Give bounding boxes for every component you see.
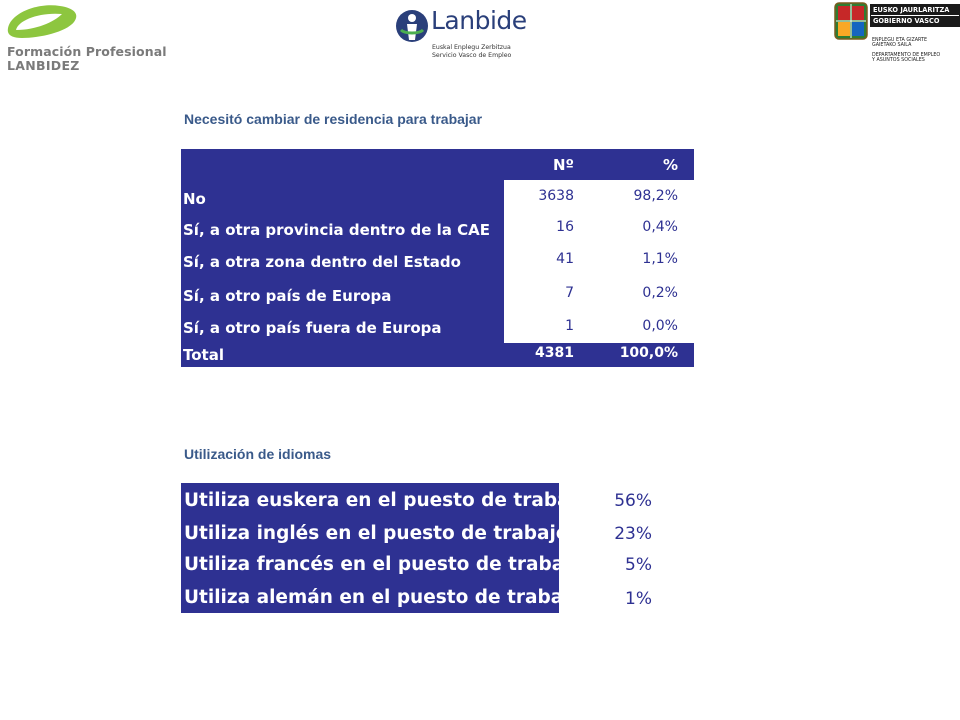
- row-label: Sí, a otro país fuera de Europa: [183, 319, 442, 337]
- gobierno-vasco-logo: [832, 2, 960, 68]
- lanbide-subtitle-eu: Euskal Enplegu Zerbitzua: [432, 44, 511, 51]
- formacion-profesional-logo: [4, 2, 180, 72]
- formacion-line1: Formación Profesional: [7, 44, 167, 59]
- language-row-pct: 56%: [614, 491, 652, 511]
- row-label: No: [183, 190, 206, 208]
- language-row-pct: 5%: [625, 555, 652, 575]
- row-num: 1: [565, 318, 574, 334]
- language-row-label: Utiliza inglés en el puesto de trabajo: [184, 523, 569, 544]
- language-row-pct: 1%: [625, 589, 652, 609]
- language-row-pct: 23%: [614, 524, 652, 544]
- residence-title: Necesitó cambiar de residencia para trabajar: [184, 111, 483, 127]
- row-pct: 0,4%: [642, 219, 678, 235]
- language-row-label: Utiliza francés en el puesto de trabajo: [184, 554, 584, 575]
- row-pct: 0,0%: [642, 318, 678, 334]
- languages-title: Utilización de idiomas: [184, 446, 332, 462]
- gobierno-dept-es2: Y ASUNTOS SOCIALES: [872, 58, 925, 63]
- row-num: 3638: [538, 188, 574, 204]
- row-pct: 98,2%: [633, 188, 678, 204]
- total-label: Total: [183, 346, 224, 364]
- gobierno-vasco-box: [870, 4, 960, 27]
- lanbide-emblem-icon: [395, 8, 429, 44]
- language-row-label: Utiliza euskera en el puesto de trabajo: [184, 490, 589, 511]
- gobierno-dept-eu2: GAIETAKO SAILA: [872, 43, 912, 48]
- row-num: 41: [556, 251, 574, 267]
- header-pct: %: [662, 156, 678, 174]
- row-num: 7: [565, 285, 574, 301]
- total-pct: 100,0%: [619, 345, 678, 361]
- row-num: 16: [556, 219, 574, 235]
- language-row-label: Utiliza alemán en el puesto de trabajo: [184, 587, 583, 608]
- gobierno-line-es: GOBIERNO VASCO: [871, 15, 959, 26]
- formacion-line2: LANBIDEZ: [7, 58, 80, 73]
- gobierno-dept-es1: DEPARTAMENTO DE EMPLEO: [872, 53, 941, 58]
- row-pct: 1,1%: [642, 251, 678, 267]
- row-label: Sí, a otra provincia dentro de la CAE: [183, 221, 491, 239]
- header-num: Nº: [552, 156, 574, 174]
- gobierno-line-eu: EUSKO JAURLARITZA: [873, 6, 950, 14]
- total-num: 4381: [535, 345, 574, 361]
- lanbide-wordmark: Lanbide: [431, 6, 527, 35]
- lanbide-logo: [395, 6, 525, 66]
- row-label: Sí, a otra zona dentro del Estado: [183, 253, 461, 271]
- row-label: Sí, a otro país de Europa: [183, 287, 392, 305]
- coat-of-arms-icon: [834, 2, 868, 42]
- gobierno-dept-eu1: ENPLEGU ETA GIZARTE: [872, 38, 928, 43]
- languages-table: [181, 483, 657, 613]
- lanbide-subtitle-es: Servicio Vasco de Empleo: [432, 52, 512, 59]
- row-pct: 0,2%: [642, 285, 678, 301]
- residence-table: [181, 149, 694, 367]
- formacion-swoosh-icon: [4, 2, 84, 46]
